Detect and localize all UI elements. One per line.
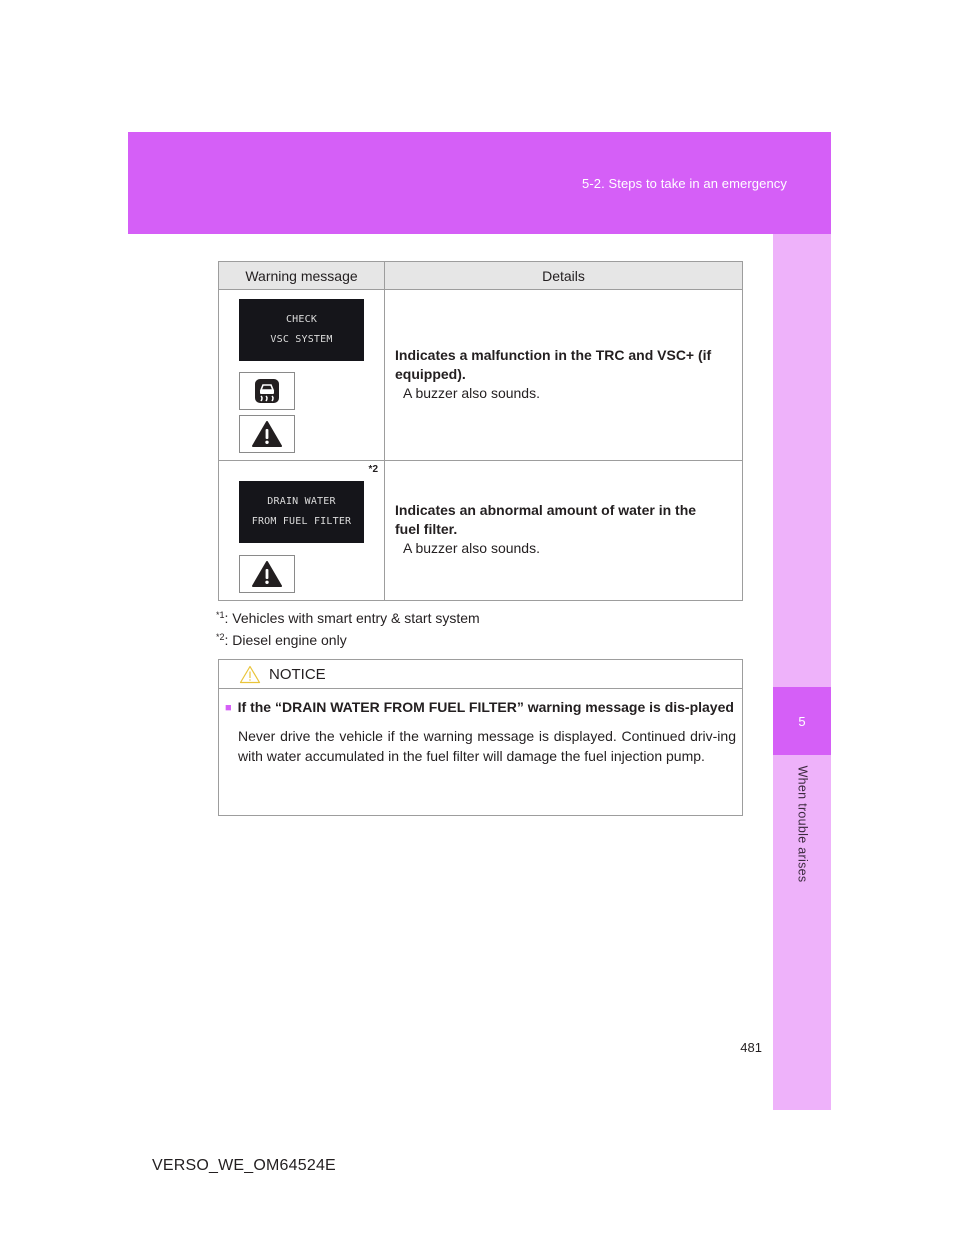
warning-triangle-icon	[239, 555, 295, 593]
footnote-2: $^{*2}$: Diesel engine only	[216, 632, 347, 648]
footer-code: VERSO_WE_OM64524E	[152, 1157, 336, 1174]
lcd-display	[239, 299, 364, 361]
notice-text: Never drive the vehicle if the warning message is displayed. Continued driv-ing with water accumulated in the fuel filter will damage the fuel injection pump.	[238, 728, 736, 764]
notice-heading: NOTICE	[269, 665, 326, 683]
chapter-label: When trouble arises	[795, 765, 809, 883]
lcd-line: CHECK	[285, 314, 318, 325]
caution-triangle-icon	[239, 665, 261, 684]
lcd-line: DRAIN WATER	[267, 496, 336, 507]
details-bold-text: Indicates an abnormal amount of water in the fuel filter.	[395, 502, 697, 537]
notice-title: ■ If the “DRAIN WATER FROM FUEL FILTER” warning message is dis-played	[225, 697, 736, 718]
notice-box	[218, 659, 743, 816]
lcd-display	[239, 481, 364, 543]
footnotes	[216, 606, 480, 650]
details-bold-text: Indicates a malfunction in the TRC and VSC+ (if equipped).	[395, 347, 712, 382]
section-title: 5-2. Steps to take in an emergency	[581, 176, 787, 191]
table-row	[219, 290, 743, 461]
table-row	[219, 461, 743, 601]
details-note-text: A buzzer also sounds.	[403, 540, 540, 556]
notice-header	[219, 660, 742, 689]
chapter-label-container	[773, 760, 831, 888]
warning-image-cell	[219, 290, 385, 461]
table-header-row	[219, 262, 743, 290]
header-warning-message: Warning message	[219, 262, 385, 290]
page-number: 481	[740, 1040, 762, 1055]
footnote-mark: *2	[368, 464, 378, 475]
warning-message-table	[218, 261, 743, 601]
lcd-line: VSC SYSTEM	[270, 334, 333, 345]
footnote-1: $^{*1}$: Vehicles with smart entry & start system	[216, 610, 480, 626]
section-header	[128, 132, 831, 234]
lcd-line: FROM FUEL FILTER	[251, 516, 352, 527]
vsc-skid-icon	[239, 372, 295, 410]
warning-image-cell	[219, 461, 385, 601]
side-tab	[773, 234, 831, 1110]
warning-triangle-icon	[239, 415, 295, 453]
chapter-number: 5	[773, 687, 831, 755]
bullet-square-icon: ■	[225, 702, 232, 714]
details-cell	[385, 461, 743, 601]
header-details: Details	[385, 262, 743, 290]
details-note-text: A buzzer also sounds.	[403, 385, 540, 401]
details-cell	[385, 290, 743, 461]
